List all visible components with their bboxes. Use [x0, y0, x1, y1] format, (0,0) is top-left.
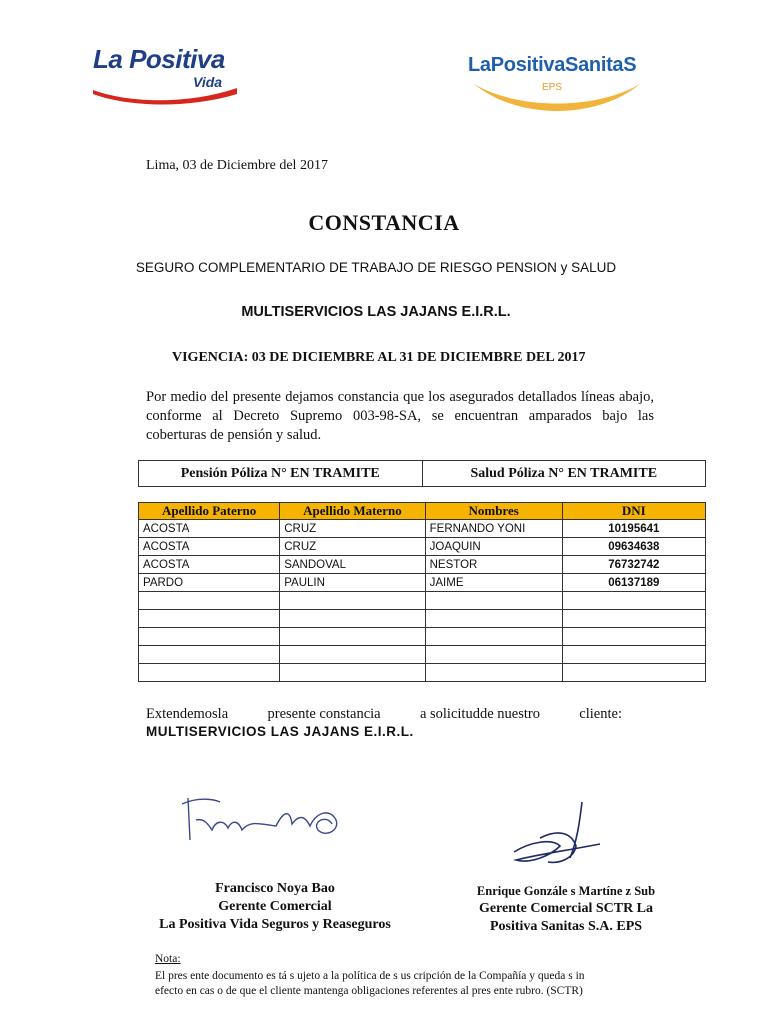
extend-word: Extendemosla [146, 706, 229, 722]
vigencia-text: VIGENCIA: 03 DE DICIEMBRE AL 31 DE DICIEMBRE DEL 2017 [172, 350, 586, 365]
table-row [139, 538, 706, 556]
cell-nombres: JAIME [425, 574, 562, 592]
empty-cell [562, 592, 705, 610]
cell-nombres: FERNANDO YONI [425, 520, 562, 538]
cell-apellido-paterno: ACOSTA [139, 520, 280, 538]
extend-company-name: MULTISERVICIOS LAS JAJANS E.I.R.L. [146, 724, 414, 739]
cell-apellido-materno: SANDOVAL [280, 556, 425, 574]
signer-left-name: Francisco Noya Bao [215, 881, 335, 896]
signer-right-role: Gerente Comercial SCTR La [478, 901, 654, 916]
table-row-empty [139, 592, 706, 610]
table-row-empty [139, 610, 706, 628]
extend-word: cliente: [579, 706, 622, 722]
header-apellido-materno: Apellido Materno [280, 503, 425, 520]
table-row-empty [139, 664, 706, 682]
cell-dni: 10195641 [562, 520, 705, 538]
cell-nombres: JOAQUIN [425, 538, 562, 556]
extend-line [146, 706, 622, 723]
cell-dni: 06137189 [562, 574, 705, 592]
insured-table [138, 502, 706, 682]
empty-cell [280, 646, 425, 664]
empty-cell [562, 646, 705, 664]
cell-apellido-materno: CRUZ [280, 538, 425, 556]
header-dni: DNI [562, 503, 705, 520]
nota-label: Nota: [155, 953, 181, 965]
empty-cell [425, 646, 562, 664]
cell-apellido-materno: CRUZ [280, 520, 425, 538]
intro-paragraph: Por medio del presente dejamos constancia que los asegurados detallados líneas abajo, conforme al Decreto Supremo 003-98-SA, se encuentran amparados bajo las coberturas de pensión y salud. [146, 389, 654, 443]
empty-cell [280, 592, 425, 610]
nota-text: El pres ente documento es tá s ujeto a la política de s us cripción de la Compañía y queda s in efecto en cas o de que el cliente mantenga obligaciones referentes al pres ente rubro. (SCTR) [155, 970, 585, 997]
document-title: CONSTANCIA [308, 210, 460, 235]
empty-cell [280, 610, 425, 628]
cell-apellido-materno: PAULIN [280, 574, 425, 592]
company-name: MULTISERVICIOS LAS JAJANS E.I.R.L. [241, 304, 511, 320]
la-positiva-sanitas-logo [468, 54, 637, 93]
empty-cell [139, 646, 280, 664]
document-subtitle: SEGURO COMPLEMENTARIO DE TRABAJO DE RIESGO PENSION y SALUD [135, 260, 617, 275]
logo-sub-text: Vida [193, 74, 223, 90]
signer-right-name: Enrique Gonzále s Martíne z Sub [476, 884, 656, 898]
table-row-empty [139, 628, 706, 646]
cell-dni: 09634638 [562, 538, 705, 556]
table-row [139, 520, 706, 538]
empty-cell [280, 664, 425, 682]
cell-nombres: NESTOR [425, 556, 562, 574]
empty-cell [139, 592, 280, 610]
empty-cell [139, 664, 280, 682]
empty-cell [425, 664, 562, 682]
salud-poliza: Salud Póliza N° EN TRAMITE [422, 461, 706, 487]
logo-brand-text: LaPositivaSanitaS [468, 54, 637, 76]
signer-left-block [130, 880, 420, 934]
empty-cell [280, 628, 425, 646]
signer-right-block [448, 882, 684, 936]
header-nombres: Nombres [425, 503, 562, 520]
pension-poliza: Pensión Póliza N° EN TRAMITE [139, 461, 423, 487]
empty-cell [425, 628, 562, 646]
empty-cell [425, 592, 562, 610]
poliza-table [138, 460, 706, 487]
cell-apellido-paterno: ACOSTA [139, 556, 280, 574]
table-header-row [139, 503, 706, 520]
table-row-empty [139, 646, 706, 664]
empty-cell [425, 610, 562, 628]
logo-eps-text: EPS [542, 82, 563, 93]
empty-cell [562, 610, 705, 628]
empty-cell [139, 610, 280, 628]
extend-word: presente constancia [267, 706, 381, 722]
header-apellido-paterno: Apellido Paterno [139, 503, 280, 520]
empty-cell [562, 664, 705, 682]
signer-right-org: Positiva Sanitas S.A. EPS [489, 919, 643, 934]
empty-cell [562, 628, 705, 646]
signer-left-role: Gerente Comercial [218, 899, 332, 914]
signature-right [500, 798, 620, 878]
extend-word: a solicitudde nuestro [419, 706, 540, 722]
cell-apellido-paterno: ACOSTA [139, 538, 280, 556]
logo-brand-text: La Positiva [93, 44, 225, 74]
cell-dni: 76732742 [562, 556, 705, 574]
table-row [139, 574, 706, 592]
signature-left [180, 790, 360, 850]
cell-apellido-paterno: PARDO [139, 574, 280, 592]
signer-left-org: La Positiva Vida Seguros y Reaseguros [159, 917, 391, 932]
empty-cell [139, 628, 280, 646]
la-positiva-vida-logo [93, 44, 225, 90]
document-date: Lima, 03 de Diciembre del 2017 [146, 158, 328, 173]
table-row [139, 556, 706, 574]
